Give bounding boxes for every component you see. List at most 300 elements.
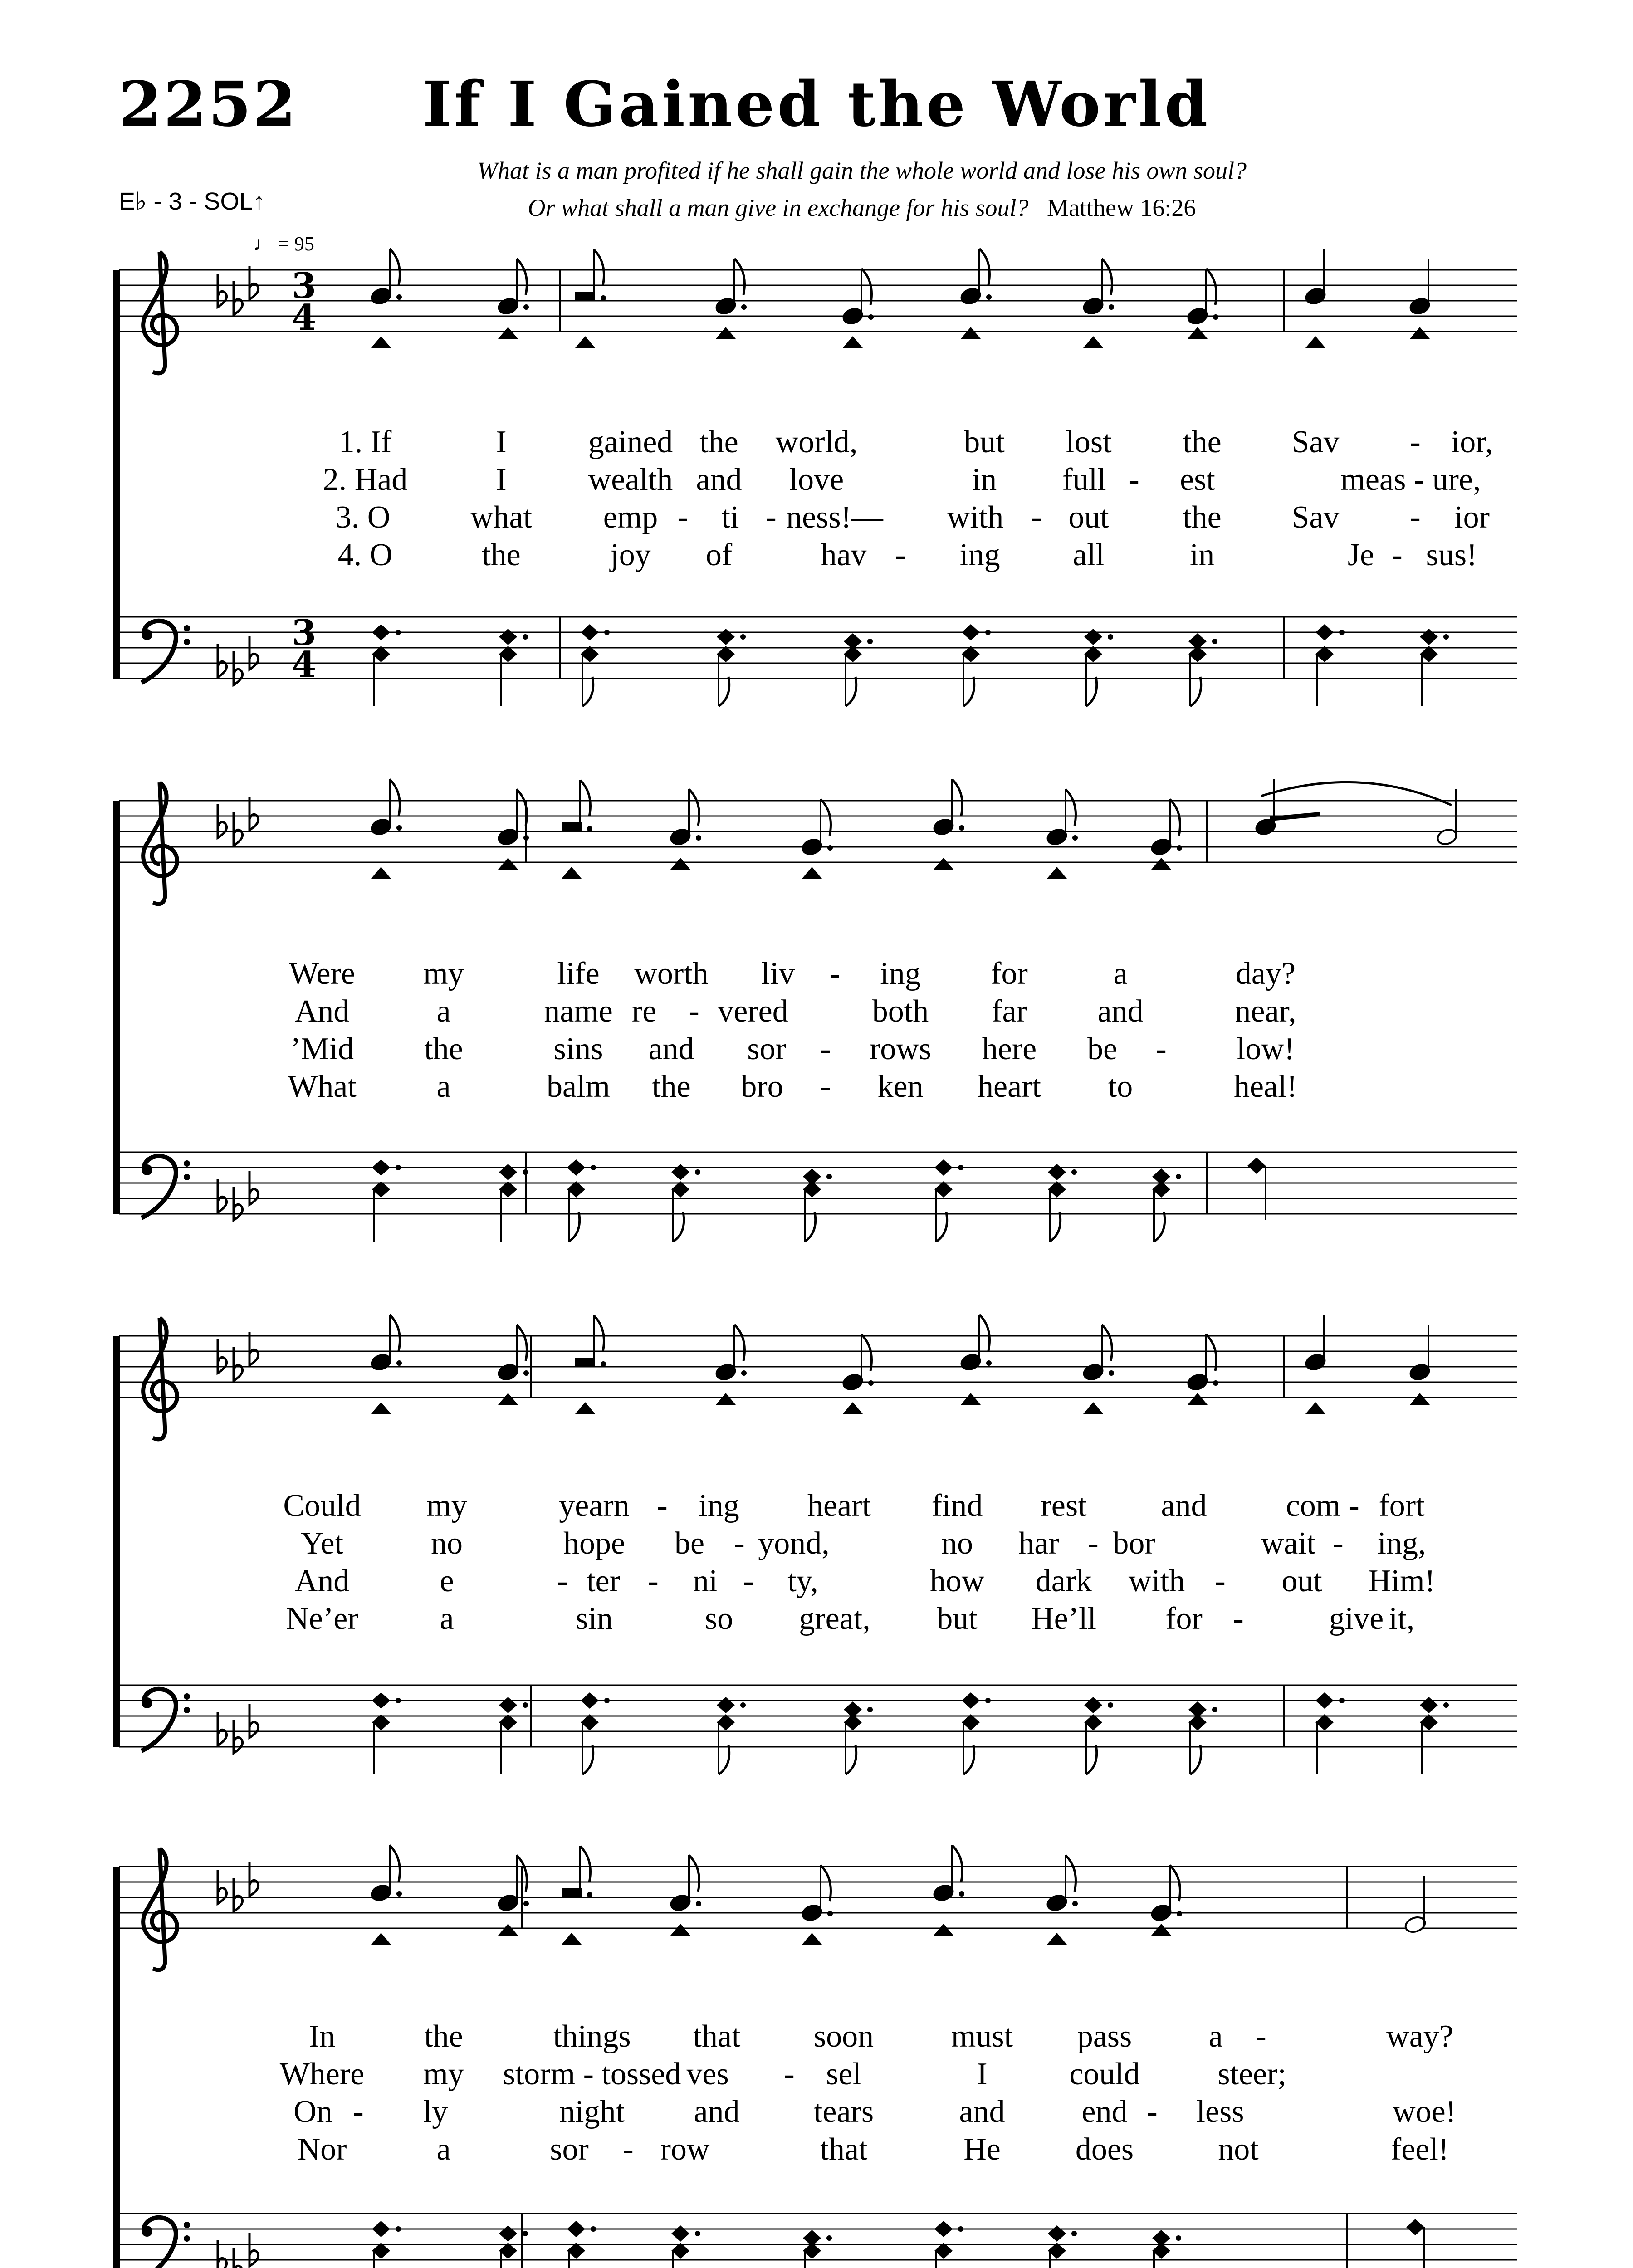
key-flat [249, 1704, 259, 1738]
bass-note-head [499, 1697, 517, 1713]
tempo-marking: ♩ = 95 [253, 233, 314, 255]
key-flat [234, 1720, 243, 1753]
lyric-syllable: find [931, 1488, 983, 1523]
note-dot [741, 304, 747, 310]
note-flag [390, 249, 400, 285]
lyric-syllable: my [423, 956, 464, 991]
lyric-syllable: - [1333, 1526, 1344, 1561]
bass-note-head [567, 1159, 585, 1176]
lyric-syllable: hope [563, 1526, 626, 1561]
note-dot [604, 1698, 610, 1703]
lyric-syllable: ter [587, 1564, 620, 1598]
alto-note-head [371, 1402, 391, 1414]
note-flag [952, 1845, 963, 1882]
lyric-syllable: give [1329, 1601, 1384, 1636]
lyric-syllable: what [470, 500, 533, 535]
bass-clef-dot [142, 2226, 152, 2237]
lyric-syllable: that [820, 2132, 868, 2167]
note-dot [741, 1370, 747, 1376]
lyric-syllable: in [1189, 538, 1215, 572]
lyric-syllable: - [1129, 462, 1139, 497]
alto-note-head [934, 1924, 953, 1936]
lyric-syllable: - [1031, 500, 1042, 535]
alto-note-head [562, 867, 582, 879]
note-flag [390, 1315, 400, 1351]
lyric-syllable: the [482, 538, 521, 572]
alto-note-head [670, 1924, 690, 1936]
lyric-syllable: no [941, 1526, 973, 1561]
lyric-syllable: love [789, 462, 844, 497]
lyric-syllable: What [288, 1069, 357, 1104]
note-head-square [575, 292, 595, 300]
note-flag [1086, 677, 1097, 706]
lyric-syllable: - [743, 1564, 754, 1598]
lyric-syllable: less [1196, 2094, 1244, 2129]
time-signature-top: 3 [291, 612, 317, 654]
lyric-syllable: rest [1041, 1488, 1087, 1523]
note-dot [740, 1702, 746, 1708]
lyric-syllable: ’Mid [290, 1031, 354, 1066]
bass-clef-dot [184, 1160, 190, 1167]
lyric-syllable: feel! [1390, 2132, 1449, 2167]
bass-note-head [567, 2221, 585, 2237]
lyric-syllable: of [705, 538, 733, 572]
note-flag [1086, 1745, 1097, 1774]
key-flat [249, 1862, 259, 1896]
note-dot [396, 1360, 402, 1366]
lyric-syllable: Yet [300, 1526, 344, 1561]
lyric-syllable: to [1108, 1069, 1133, 1104]
lyric-syllable: ken [877, 1069, 924, 1104]
lyric-syllable: fort [1379, 1488, 1425, 1523]
lyric-syllable: I [496, 425, 507, 459]
lyric-syllable: a [436, 1069, 451, 1104]
note-dot [601, 1361, 606, 1367]
lyric-syllable: - [1349, 1488, 1359, 1523]
alto-note-head [843, 336, 863, 348]
alto-note-head [716, 327, 736, 339]
note-flag [1154, 1212, 1165, 1242]
lyric-syllable: woe! [1393, 2094, 1456, 2129]
lyric-syllable: - [1410, 425, 1421, 459]
lyric-syllable: so [704, 1601, 733, 1636]
lyric-syllable: sor [747, 1031, 786, 1066]
alto-note-head [1151, 858, 1171, 870]
key-flat [218, 1339, 227, 1373]
note-dot [1109, 1370, 1114, 1376]
lyric-syllable: vered [718, 994, 788, 1029]
note-dot [1443, 634, 1449, 640]
note-flag [979, 1315, 990, 1351]
note-flag [1066, 1855, 1076, 1892]
bass-clef-dot [184, 1693, 190, 1700]
lyric-syllable: - [353, 2094, 364, 2129]
note-flag [689, 789, 699, 826]
lyric-syllable: 1. If [338, 425, 392, 459]
bass-note-head [1247, 1158, 1266, 1174]
note-dot [959, 825, 964, 831]
note-dot [1071, 2231, 1077, 2236]
note-dot [1108, 634, 1113, 640]
alto-note-head [843, 1402, 863, 1414]
lyric-syllable: that [693, 2019, 741, 2054]
note-flag [1206, 269, 1217, 305]
lyric-syllable: re [631, 994, 657, 1029]
key-flat [234, 281, 243, 315]
lyric-syllable: ing [959, 538, 1000, 572]
note-flag [963, 1745, 974, 1774]
key-flat [249, 2233, 259, 2266]
lyric-syllable: dark [1035, 1564, 1092, 1598]
note-flag [805, 1212, 816, 1242]
lyric-syllable: balm [547, 1069, 610, 1104]
note-dot [696, 1901, 701, 1906]
key-flat [234, 1878, 243, 1911]
lyric-syllable: but [964, 425, 1005, 459]
lyric-syllable: - [1215, 1564, 1226, 1598]
lyric-syllable: - [895, 538, 906, 572]
lyric-syllable: my [423, 2057, 464, 2092]
note-dot [740, 634, 746, 640]
bass-clef-dot [142, 1164, 152, 1175]
bass-note-head [372, 2221, 390, 2237]
alto-note-head [802, 1933, 822, 1945]
bass-note-head [372, 1159, 390, 1176]
note-head-square [562, 822, 582, 831]
lyric-syllable: ly [423, 2094, 448, 2129]
bass-note-head [1315, 624, 1334, 640]
lyric-syllable: day? [1235, 956, 1296, 991]
note-dot [868, 314, 874, 320]
alto-note-head [371, 336, 391, 348]
note-flag [861, 269, 872, 305]
alto-note-head [1410, 1393, 1430, 1405]
note-flag [719, 1745, 729, 1774]
lyric-syllable: gained [588, 425, 673, 459]
lyric-syllable: worth [634, 956, 709, 991]
lyric-syllable: no [431, 1526, 463, 1561]
note-dot [958, 1165, 963, 1170]
note-dot [523, 835, 529, 841]
lyric-syllable: lost [1066, 425, 1112, 459]
note-dot [696, 835, 701, 841]
note-dot [523, 2231, 528, 2236]
key-flat [249, 636, 259, 670]
bass-note-head [1084, 629, 1102, 645]
lyric-syllable: - [1392, 538, 1403, 572]
lyric-syllable: and [1097, 994, 1144, 1029]
lyric-syllable: - [766, 500, 777, 535]
lyric-syllable: the [699, 425, 738, 459]
note-flag [390, 1845, 400, 1882]
bass-note-head [717, 1697, 735, 1713]
lyric-syllable: could [1069, 2057, 1140, 2092]
key-flat [234, 1347, 243, 1381]
key-flat [234, 651, 243, 685]
note-dot [1177, 1911, 1182, 1916]
bass-note-head [671, 2225, 689, 2242]
bass-note-head [1420, 1697, 1438, 1713]
note-dot [396, 825, 402, 831]
lyric-syllable: Sav [1291, 425, 1340, 459]
note-flag [846, 1745, 856, 1774]
note-flag [1102, 1325, 1112, 1361]
lyric-syllable: - [623, 2132, 634, 2167]
key-flat [234, 2248, 243, 2268]
lyric-syllable: sus! [1426, 538, 1477, 572]
note-dot [1071, 1169, 1077, 1175]
note-flag [1190, 1745, 1201, 1774]
alto-note-head [575, 1402, 595, 1414]
lyric-syllable: a [1113, 956, 1128, 991]
time-signature-top: 3 [291, 265, 317, 307]
note-flag [390, 779, 400, 816]
bass-note-head [499, 1164, 517, 1180]
lyric-syllable: Ne’er [286, 1601, 358, 1636]
lyric-syllable: great, [799, 1601, 870, 1636]
lyric-syllable: 3. O [335, 500, 391, 535]
note-flag [719, 677, 729, 706]
lyric-syllable: - [657, 1488, 668, 1523]
bass-note-head [962, 1692, 980, 1709]
note-dot [396, 1165, 401, 1170]
lyric-syllable: the [424, 2019, 463, 2054]
lyric-syllable: name [544, 994, 613, 1029]
lyric-syllable: - [648, 1564, 659, 1598]
lyric-syllable: - [677, 500, 688, 535]
lyric-syllable: - [1233, 1601, 1244, 1636]
lyric-syllable: He [963, 2132, 1001, 2167]
note-head-square [575, 1358, 595, 1366]
lyric-syllable: bro [741, 1069, 783, 1104]
lyric-syllable: low! [1236, 1031, 1295, 1066]
lyric-syllable: the [1183, 500, 1222, 535]
lyric-syllable: yond, [758, 1526, 830, 1561]
note-flag [569, 1212, 580, 1242]
alto-note-head [1305, 1402, 1325, 1414]
note-head-square [562, 1888, 582, 1897]
alto-note-head [1047, 867, 1067, 879]
lyric-syllable: Where [279, 2057, 365, 2092]
lyric-syllable: rows [869, 1031, 932, 1066]
note-flag [1206, 1334, 1217, 1371]
lyric-syllable: - [1088, 1526, 1099, 1561]
note-dot [591, 2226, 596, 2232]
note-dot [1339, 630, 1345, 635]
lyric-syllable: - [734, 1526, 745, 1561]
note-dot [827, 1911, 833, 1916]
note-dot [396, 294, 402, 300]
lyric-syllable: I [496, 462, 507, 497]
lyric-syllable: In [308, 2019, 336, 2054]
bass-clef-dot [184, 625, 190, 631]
note-flag [689, 1855, 699, 1892]
lyric-syllable: out [1281, 1564, 1322, 1598]
note-dot [985, 630, 991, 635]
bass-clef-dot [142, 629, 152, 640]
note-flag [580, 1846, 591, 1882]
lyric-syllable: with [1128, 1564, 1185, 1598]
lyric-syllable: soon [813, 2019, 874, 2054]
lyric-syllable: a [1208, 2019, 1223, 2054]
note-flag [952, 779, 963, 816]
key-flat [249, 797, 259, 830]
note-flag [1066, 789, 1076, 826]
note-flag [979, 249, 990, 285]
note-flag [846, 677, 856, 706]
bass-note-head [499, 629, 517, 645]
scripture-reference: Matthew 16:26 [1046, 194, 1196, 221]
bass-note-head [934, 1159, 953, 1176]
bass-note-head [962, 624, 980, 640]
note-dot [985, 1698, 991, 1703]
note-flag [517, 259, 527, 295]
lyric-syllable: way? [1386, 2019, 1453, 2054]
key-flat [218, 1712, 227, 1745]
bass-clef-dot [142, 1697, 152, 1708]
note-dot [396, 1698, 401, 1703]
alto-note-head [498, 327, 518, 339]
alto-note-head [498, 1393, 518, 1405]
note-dot [1072, 835, 1078, 841]
note-dot [826, 2235, 832, 2241]
lyric-syllable: - [784, 2057, 795, 2092]
note-flag [594, 249, 604, 286]
note-dot [396, 1891, 402, 1897]
lyric-syllable: Sav [1291, 500, 1340, 535]
key-flat [218, 804, 227, 838]
lyric-syllable: row [660, 2132, 710, 2167]
lyric-syllable: har [1018, 1526, 1059, 1561]
alto-note-head [1188, 327, 1208, 339]
hymn-number: 2252 [119, 68, 298, 141]
note-dot [1443, 1702, 1449, 1708]
note-flag [517, 1325, 527, 1361]
key-flat [234, 812, 243, 846]
lyric-syllable: sin [576, 1601, 613, 1636]
note-dot [986, 294, 992, 300]
alto-note-head [1047, 1933, 1067, 1945]
lyric-syllable: both [872, 994, 929, 1029]
lyric-syllable: and [696, 462, 742, 497]
bass-note-head [1420, 629, 1438, 645]
lyric-syllable: Nor [297, 2132, 347, 2167]
alto-note-head [1083, 1402, 1103, 1414]
alto-note-head [498, 1924, 518, 1936]
bass-note-head [499, 2225, 517, 2242]
lyric-syllable: storm - tossed [503, 2057, 681, 2092]
lyric-syllable: life [557, 956, 600, 991]
note-dot [591, 1165, 596, 1170]
note-flag [1170, 1865, 1180, 1901]
note-dot [695, 1169, 700, 1175]
alto-note-head [961, 327, 981, 339]
lyric-syllable: heart [978, 1069, 1041, 1104]
lyric-syllable: ing, [1377, 1526, 1426, 1561]
lyric-syllable: a [436, 2132, 451, 2167]
lyric-syllable: how [929, 1564, 985, 1598]
lyric-syllable: and [648, 1031, 694, 1066]
note-flag [1050, 1212, 1061, 1242]
note-dot [986, 1360, 992, 1366]
key-flat [249, 1332, 259, 1365]
note-flag [963, 677, 974, 706]
lyric-syllable: heart [807, 1488, 871, 1523]
note-flag [1170, 799, 1180, 836]
lyric-syllable: - [829, 956, 840, 991]
key-indicator: E♭ - 3 - SOL↑ [119, 188, 265, 215]
slur [1261, 782, 1452, 805]
lyric-syllable: e [440, 1564, 454, 1598]
note-dot [523, 634, 528, 640]
lyric-syllable: the [424, 1031, 463, 1066]
lyric-syllable: ing [880, 956, 921, 991]
lyric-syllable: wait [1261, 1526, 1316, 1561]
note-flag [1190, 677, 1201, 706]
lyric-syllable: ves [686, 2057, 729, 2092]
lyric-syllable: bor [1113, 1526, 1155, 1561]
lyric-syllable: est [1180, 462, 1215, 497]
note-dot [1176, 2235, 1181, 2241]
lyric-syllable: a [436, 994, 451, 1029]
lyric-syllable: joy [610, 538, 651, 572]
bass-clef-dot [184, 1174, 190, 1180]
note-dot [695, 2231, 700, 2236]
lyric-syllable: night [559, 2094, 625, 2129]
lyric-syllable: - [1410, 500, 1421, 535]
lyric-syllable: hav [821, 538, 867, 572]
lyric-syllable: wealth [588, 462, 673, 497]
note-dot [396, 630, 401, 635]
epigraph-line-2-text: Or what shall a man give in exchange for his soul? [528, 194, 1029, 221]
bass-clef-dot [184, 1707, 190, 1713]
lyric-syllable: all [1073, 538, 1105, 572]
bass-note-head [1048, 2225, 1066, 2242]
lyric-syllable: meas - ure, [1340, 462, 1481, 497]
note-flag [821, 799, 831, 836]
bass-note-head [671, 1164, 689, 1180]
note-flag [821, 1865, 831, 1901]
lyric-syllable: pass [1077, 2019, 1132, 2054]
key-flat [218, 274, 227, 307]
note-dot [958, 2226, 963, 2232]
bass-note-head [581, 624, 599, 640]
note-flag [594, 1315, 604, 1352]
lyric-syllable: with [947, 500, 1004, 535]
bass-note-head [1315, 1692, 1334, 1709]
note-beam [1270, 814, 1320, 819]
note-dot [587, 826, 592, 831]
note-dot [1339, 1698, 1345, 1703]
epigraph-line-1: What is a man profited if he shall gain the whole world and lose his own soul? [477, 157, 1247, 184]
lyric-syllable: heal! [1234, 1069, 1297, 1104]
lyric-syllable: com [1286, 1488, 1341, 1523]
lyric-syllable: tears [813, 2094, 874, 2129]
lyric-syllable: in [972, 462, 997, 497]
lyric-syllable: far [992, 994, 1027, 1029]
time-signature-bottom: 4 [291, 297, 317, 338]
bass-clef-dot [184, 639, 190, 645]
note-flag [582, 1745, 593, 1774]
alto-note-head [1305, 336, 1325, 348]
lyric-syllable: and [959, 2094, 1005, 2129]
key-flat [249, 266, 259, 299]
lyric-syllable: Could [283, 1488, 361, 1523]
note-dot [1109, 304, 1114, 310]
key-flat [234, 1187, 243, 1220]
note-flag [734, 1325, 745, 1361]
note-dot [1212, 1707, 1217, 1712]
